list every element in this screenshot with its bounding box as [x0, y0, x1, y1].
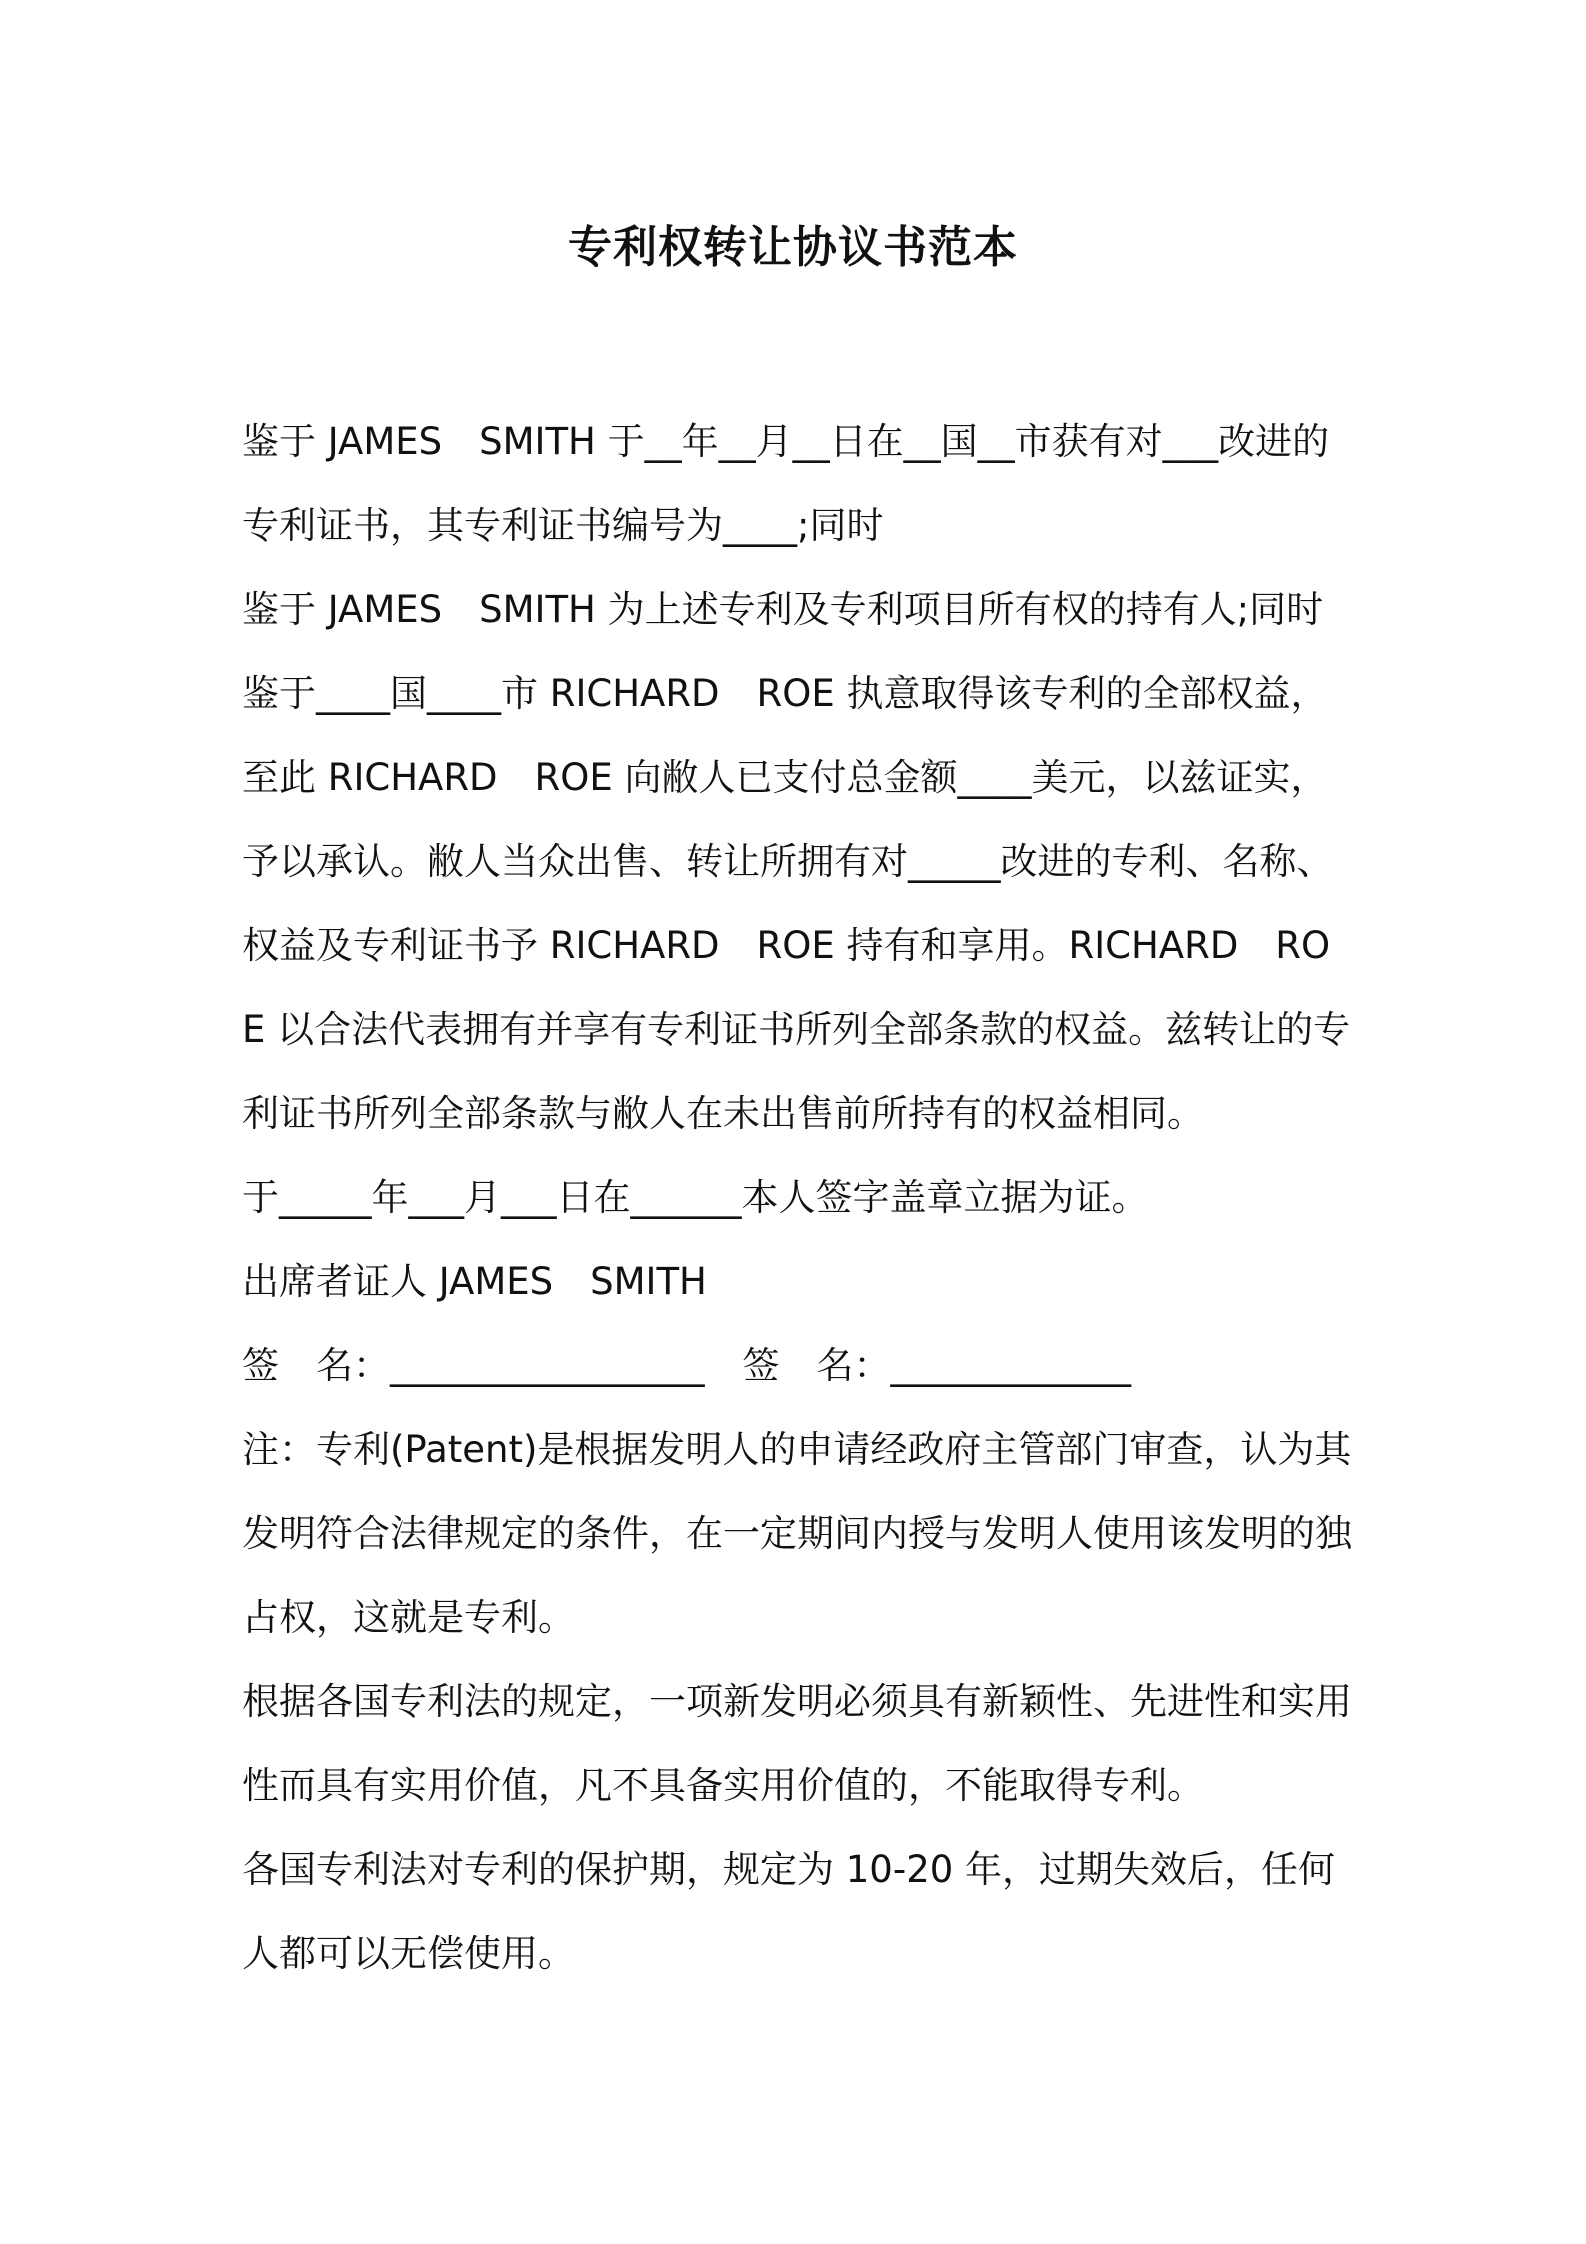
- paragraph-whereas-owner: 鉴于 JAMES SMITH 为上述专利及专利项目所有权的持有人;同时: [242, 588, 1324, 631]
- paragraph-witness: 出席者证人 JAMES SMITH: [242, 1260, 707, 1303]
- note-protection-period: 各国专利法对专利的保护期，规定为 10-20 年，过期失效后，任何人都可以无偿使用。: [242, 1848, 1336, 1975]
- paragraph-signing-date: 于_____年___月___日在______本人签字盖章立据为证。: [242, 1176, 1149, 1219]
- signature-row: [242, 1324, 1352, 1408]
- document-title: 专利权转让协议书范本: [568, 222, 1018, 273]
- note-definition: 注：专利(Patent)是根据发明人的申请经政府主管部门审查，认为其发明符合法律规定的条件，在一定期间内授与发明人使用该发明的独占权，这就是专利。: [242, 1428, 1352, 1639]
- document-body: [242, 400, 1352, 1996]
- paragraph-whereas-certificate: 鉴于 JAMES SMITH 于__年__月__日在__国__市获有对___改进的专利证书，其专利证书编号为____;同时: [242, 420, 1330, 547]
- signature-left: 签 名：_________________: [242, 1344, 705, 1387]
- signature-right: 签 名：_____________: [742, 1344, 1131, 1387]
- note-requirements: 根据各国专利法的规定，一项新发明必须具有新颖性、先进性和实用性而具有实用价值，凡不具备实用价值的，不能取得专利。: [242, 1680, 1352, 1807]
- paragraph-whereas-transfer: 鉴于____国____市 RICHARD ROE 执意取得该专利的全部权益，至此 RICHARD ROE 向敝人已支付总金额____美元，以兹证实，予以承认。敝人当众出售、转让所拥有对_____改进的专利、名称、权益及专利证书予 RICHARD ROE 持有和享用。RICHARD ROE 以合法代表拥有并享有专利证书所列全部条款的权益。兹转让的专利证书所列全部条款与敝人在未出售前所持有的权益相同。: [242, 672, 1351, 1135]
